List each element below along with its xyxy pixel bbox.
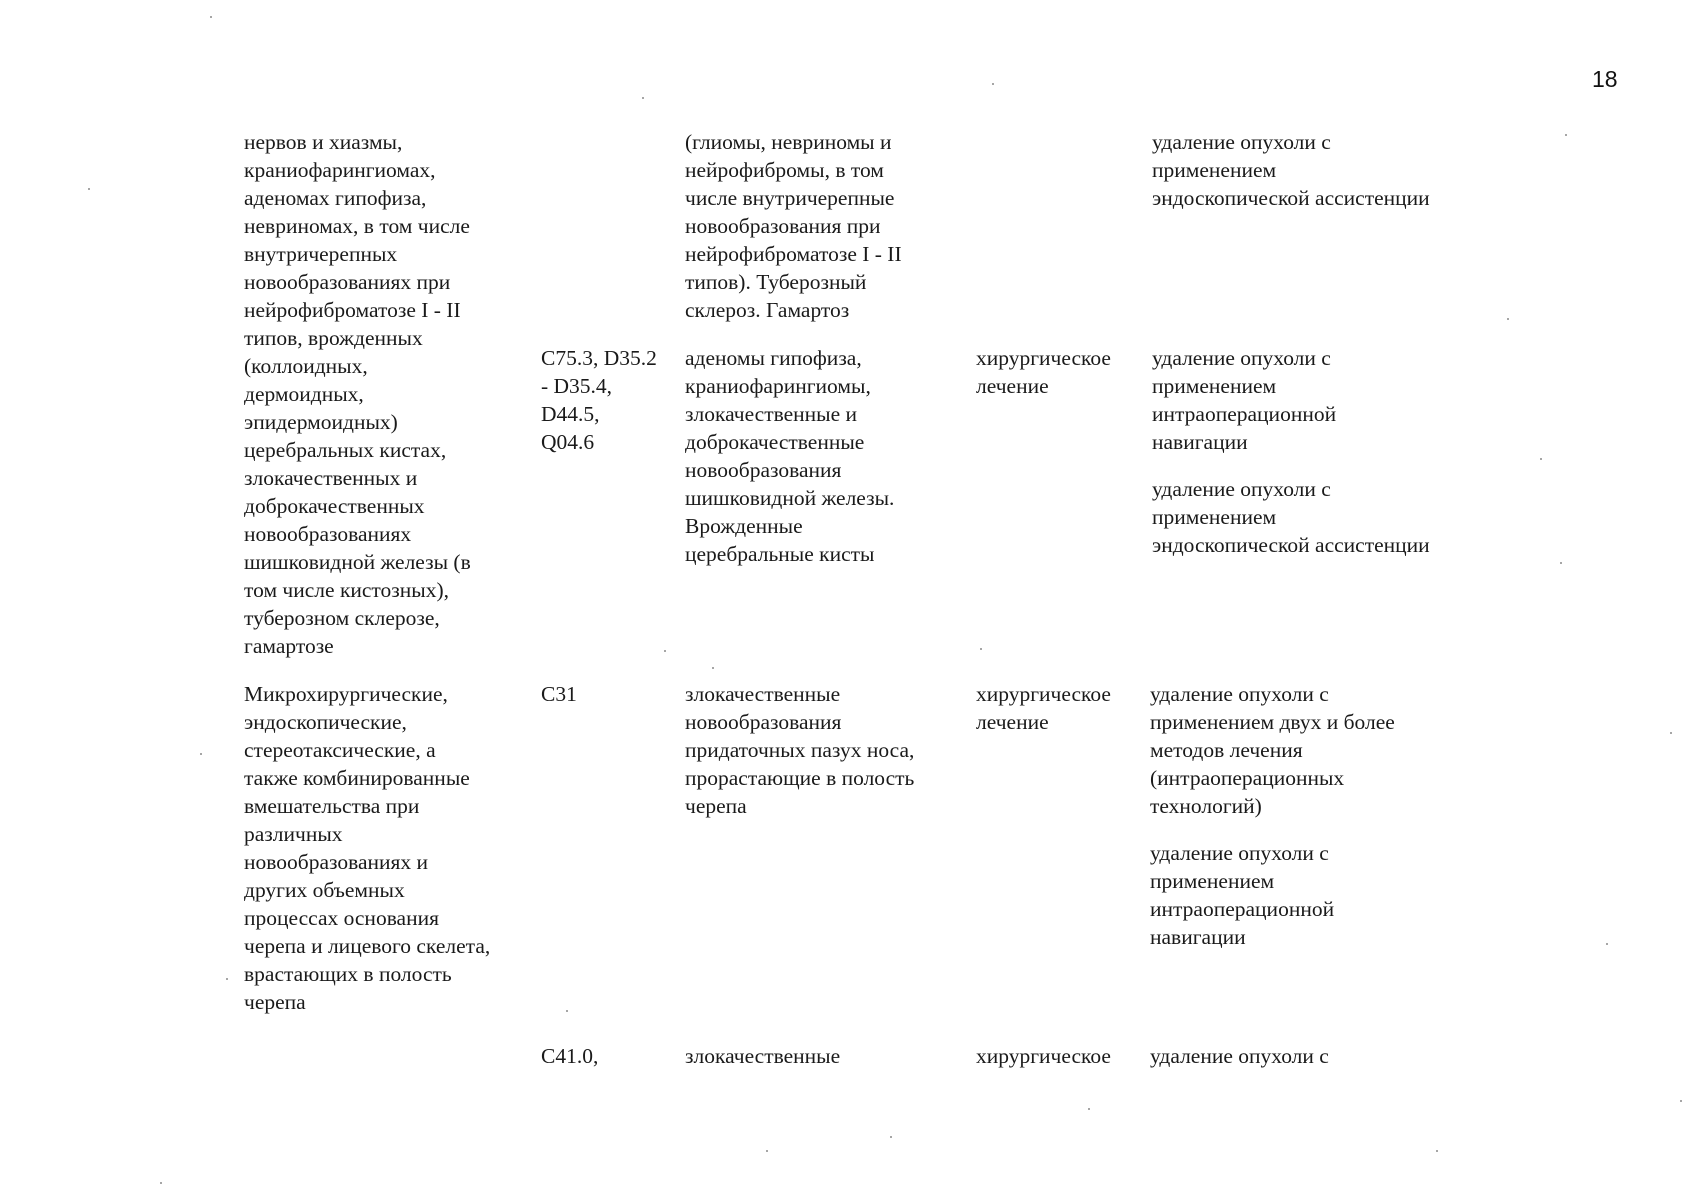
scan-speck <box>200 753 202 755</box>
cell-line: гамартозе <box>244 634 334 658</box>
cell-line: удаление опухоли с <box>1152 346 1331 370</box>
method-cell-0 <box>1152 128 1430 212</box>
cell-line: типов, врожденных <box>244 326 423 350</box>
diagnosis-cell-0 <box>685 128 902 324</box>
scan-speck <box>160 1182 162 1184</box>
code-cell-1 <box>541 344 657 456</box>
cell-line: дермоидных, <box>244 382 364 406</box>
method-block <box>1150 1042 1329 1070</box>
cell-line: навигации <box>1150 925 1246 949</box>
cell-line: C31 <box>541 682 577 706</box>
method-cell-2 <box>1150 680 1395 951</box>
cell-line: злокачественные <box>685 1044 841 1068</box>
treatment-cell-1 <box>976 344 1111 400</box>
scan-speck <box>890 1136 892 1138</box>
method-block <box>1152 128 1430 212</box>
scan-speck <box>210 16 212 18</box>
scan-speck <box>1088 1108 1090 1110</box>
cell-line: технологий) <box>1150 794 1262 818</box>
scan-speck <box>1540 458 1542 460</box>
cell-line: доброкачественных <box>244 494 425 518</box>
cell-line: применением <box>1150 869 1275 893</box>
cell-line: новообразованиях и <box>244 850 429 874</box>
scan-speck <box>1507 318 1509 320</box>
cell-line: (коллоидных, <box>244 354 368 378</box>
scan-speck <box>1606 943 1608 945</box>
cell-line: C41.0, <box>541 1044 599 1068</box>
cell-line: числе внутричерепные <box>685 186 895 210</box>
cell-line: доброкачественные <box>685 430 865 454</box>
scan-speck <box>88 188 90 190</box>
code-cell-2 <box>541 680 577 708</box>
intervention-cell-0 <box>244 128 471 660</box>
cell-line: том числе кистозных), <box>244 578 450 602</box>
cell-line: интраоперационной <box>1150 897 1335 921</box>
cell-line: применением <box>1152 374 1277 398</box>
cell-line: хирургическое <box>976 1044 1111 1068</box>
cell-line: невриномах, в том числе <box>244 214 470 238</box>
cell-line: эндоскопические, <box>244 710 407 734</box>
treatment-cell-3 <box>976 1042 1111 1070</box>
cell-line: хирургическое <box>976 682 1111 706</box>
cell-line: применением двух и более <box>1150 710 1395 734</box>
cell-line: черепа <box>244 990 306 1014</box>
cell-line: Врожденные <box>685 514 803 538</box>
diagnosis-cell-2 <box>685 680 914 820</box>
scan-speck <box>1670 732 1672 734</box>
code-cell-3 <box>541 1042 598 1070</box>
cell-line: вмешательства при <box>244 794 420 818</box>
cell-line: нервов и хиазмы, <box>244 130 403 154</box>
cell-line: типов). Туберозный <box>685 270 867 294</box>
cell-line: процессах основания <box>244 906 440 930</box>
cell-line: методов лечения <box>1150 738 1303 762</box>
cell-line: краниофарингиомах, <box>244 158 436 182</box>
scan-speck <box>1436 1150 1438 1152</box>
cell-line: врастающих в полость <box>244 962 452 986</box>
method-block <box>1152 344 1430 456</box>
cell-line: хирургическое <box>976 346 1111 370</box>
cell-line: церебральных кистах, <box>244 438 447 462</box>
cell-line: удаление опухоли с <box>1152 130 1331 154</box>
scan-speck <box>1560 562 1562 564</box>
cell-line: новообразованиях при <box>244 270 451 294</box>
cell-line: эпидермоидных) <box>244 410 398 434</box>
cell-line: шишковидной железы. <box>685 486 895 510</box>
cell-line: нейрофиброматозе I - II <box>685 242 902 266</box>
cell-line: эндоскопической ассистенции <box>1152 186 1430 210</box>
cell-line: удаление опухоли с <box>1150 682 1329 706</box>
scan-speck <box>642 97 644 99</box>
method-block <box>1150 680 1395 820</box>
cell-line: D44.5, <box>541 402 600 426</box>
scan-speck <box>766 1150 768 1152</box>
cell-line: аденомы гипофиза, <box>685 346 862 370</box>
scan-speck <box>664 650 666 652</box>
cell-line: черепа и лицевого скелета, <box>244 934 491 958</box>
cell-line: придаточных пазух носа, <box>685 738 915 762</box>
method-cell-3 <box>1150 1042 1329 1070</box>
cell-line: лечение <box>976 374 1049 398</box>
cell-line: злокачественные <box>685 682 841 706</box>
cell-line: черепа <box>685 794 747 818</box>
cell-line: применением <box>1152 158 1277 182</box>
cell-line: внутричерепных <box>244 242 398 266</box>
cell-line: туберозном склерозе, <box>244 606 440 630</box>
cell-line: других объемных <box>244 878 405 902</box>
cell-line: - D35.4, <box>541 374 613 398</box>
cell-line: интраоперационной <box>1152 402 1337 426</box>
cell-line: применением <box>1152 505 1277 529</box>
cell-line: злокачественных и <box>244 466 418 490</box>
cell-line: удаление опухоли с <box>1150 1044 1329 1068</box>
intervention-cell-2 <box>244 680 490 1016</box>
cell-line: (глиомы, невриномы и <box>685 130 892 154</box>
scan-speck <box>712 667 714 669</box>
cell-line: новообразования <box>685 458 842 482</box>
cell-line: новообразованиях <box>244 522 412 546</box>
scan-speck <box>226 978 228 980</box>
cell-line: новообразования <box>685 710 842 734</box>
treatment-cell-2 <box>976 680 1111 736</box>
cell-line: навигации <box>1152 430 1248 454</box>
scan-speck <box>1680 1100 1682 1102</box>
cell-line: нейрофибромы, в том <box>685 158 884 182</box>
scan-speck <box>1565 134 1567 136</box>
method-cell-1 <box>1152 344 1430 559</box>
cell-line: различных <box>244 822 343 846</box>
cell-line: шишковидной железы (в <box>244 550 471 574</box>
cell-line: новообразования при <box>685 214 881 238</box>
cell-line: также комбинированные <box>244 766 470 790</box>
cell-line: склероз. Гамартоз <box>685 298 850 322</box>
method-block <box>1150 839 1395 951</box>
cell-line: эндоскопической ассистенции <box>1152 533 1430 557</box>
cell-line: Микрохирургические, <box>244 682 448 706</box>
cell-line: (интраоперационных <box>1150 766 1345 790</box>
diagnosis-cell-3 <box>685 1042 840 1070</box>
cell-line: стереотаксические, а <box>244 738 436 762</box>
cell-line: лечение <box>976 710 1049 734</box>
scan-speck <box>980 648 982 650</box>
cell-line: злокачественные и <box>685 402 858 426</box>
cell-line: удаление опухоли с <box>1152 477 1331 501</box>
cell-line: удаление опухоли с <box>1150 841 1329 865</box>
cell-line: церебральные кисты <box>685 542 875 566</box>
cell-line: Q04.6 <box>541 430 595 454</box>
cell-line: прорастающие в полость <box>685 766 915 790</box>
diagnosis-cell-1 <box>685 344 894 568</box>
cell-line: нейрофиброматозе I - II <box>244 298 461 322</box>
scan-speck <box>992 83 994 85</box>
page-number: 18 <box>1592 66 1618 92</box>
cell-line: краниофарингиомы, <box>685 374 871 398</box>
cell-line: аденомах гипофиза, <box>244 186 427 210</box>
cell-line: C75.3, D35.2 <box>541 346 657 370</box>
method-block <box>1152 475 1430 559</box>
scan-speck <box>566 1010 568 1012</box>
